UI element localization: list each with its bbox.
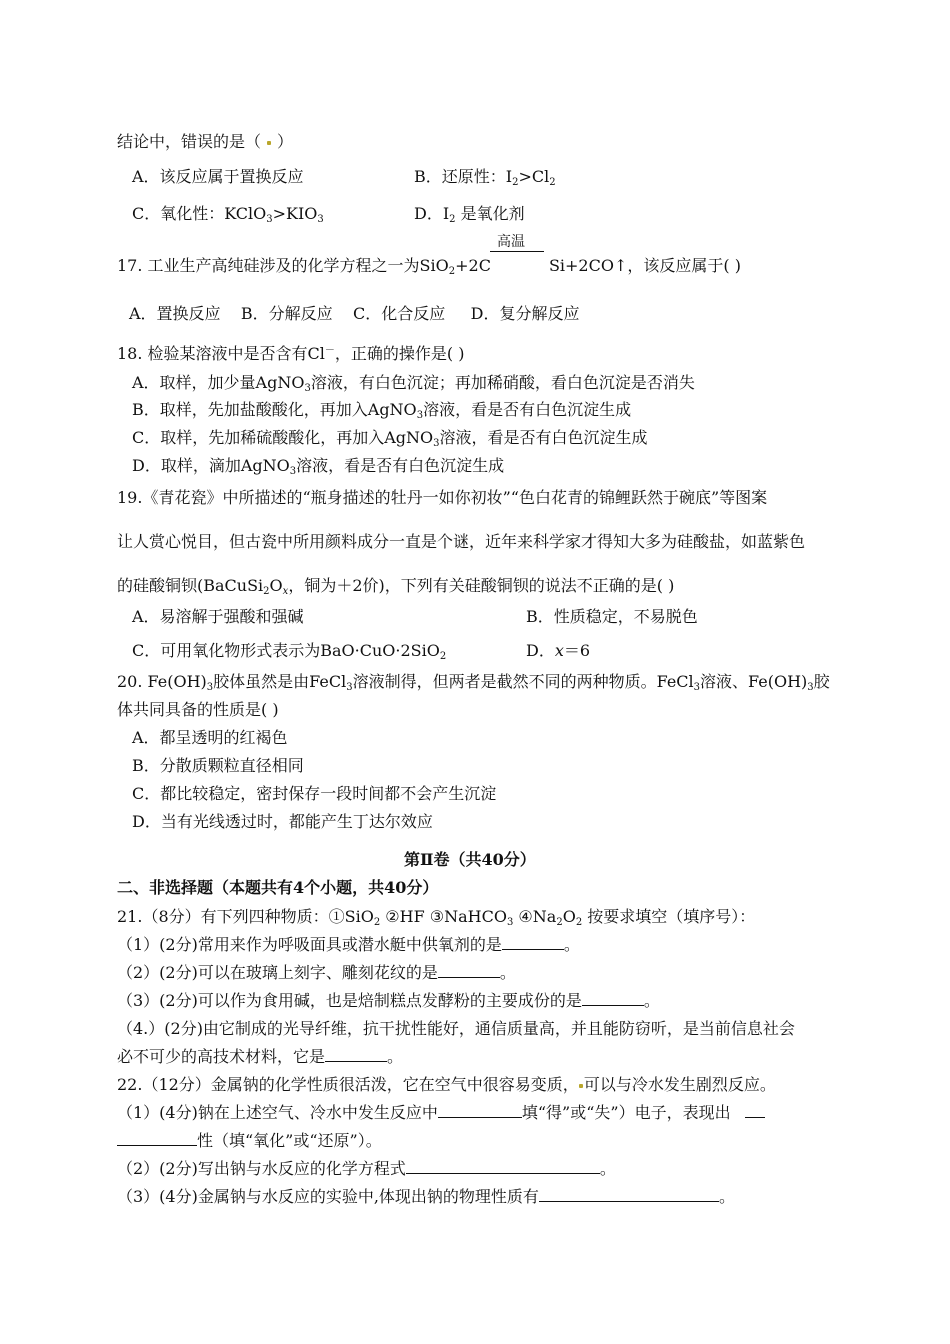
q16-option-d: D．$I_2$ 是氧化剂 [414, 204, 525, 225]
q19-line-2: 让人赏心悦目，但古瓷中所用颜料成分一直是个谜，近年来科学家才得知大多为硅酸盐，如蓝紫色 [117, 532, 806, 551]
q16-option-c: C．氧化性：$KClO_3>KIO_3$ [132, 204, 324, 225]
q19-option-d: D．x＝6 [526, 641, 591, 660]
q21-part-2: （2）(2分)可以在玻璃上刻字、雕刻花纹的是 。 [117, 963, 516, 982]
section-title: 第Ⅱ卷（共40分） [404, 850, 536, 869]
q20-line-2: 体共同具备的性质是( ) [117, 700, 279, 719]
q17-stem: 17. 工业生产高纯硅涉及的化学方程之一为SiO$_2$+2C Si+2CO↑，该反应属于( ) [117, 256, 741, 277]
q22-part-1: （1）(4分)钠在上述空气、冷水中发生反应中 填“得”或“失”）电子，表现出 [117, 1103, 765, 1123]
q18-stem: 18. 检验某溶液中是否含有Cl－，正确的操作是( ) [117, 344, 465, 363]
q20-option-c: C．都比较稳定，密封保存一段时间都不会产生沉淀 [132, 784, 497, 803]
mark-dot [579, 1084, 583, 1088]
q18-option-c: C．取样，先加稀硫酸酸化，再加入AgNO$_3$溶液，看是否有白色沉淀生成 [132, 428, 648, 449]
q21-part-4-line-2: 必不可少的高技术材料，它是 。 [117, 1047, 404, 1066]
section-heading: 二、非选择题（本题共有4个小题，共40分） [117, 878, 439, 897]
q19-line-3: 的硅酸铜钡($BaCuSi_2O_x$，铜为＋2价)，下列有关硅酸铜钡的说法不正确的是( ) [117, 576, 675, 597]
q16-stem: 结论中，错误的是（ ） [117, 132, 294, 151]
answer-blank[interactable] [582, 991, 644, 1006]
q21-stem: 21.（8分）有下列四种物质：①SiO$_2$ ②HF ③NaHCO$_3$ $④Na_2O_2$ 按要求填空（填序号）： [117, 907, 756, 928]
q17-options: A．置换反应 B．分解反应 C．化合反应 D．复分解反应 [129, 304, 580, 323]
q19-option-c: C．可用氧化物形式表示为BaO·CuO·2SiO$_2$ [132, 641, 447, 662]
q21-part-4-line-1: （4.）(2分)由它制成的光导纤维，抗干扰性能好，通信质量高，并且能防窃听，是当前信息社会 [117, 1019, 795, 1038]
q22-stem: 22.（12分）金属钠的化学性质很活泼，它在空气中很容易变质， 可以与冷水发生剧烈反应。 [117, 1075, 776, 1094]
answer-blank[interactable] [325, 1047, 387, 1062]
q17-arrow-line [490, 251, 544, 252]
q19-option-b: B．性质稳定，不易脱色 [526, 607, 698, 626]
q16-option-a: A．该反应属于置换反应 [132, 167, 304, 186]
q19-option-a: A．易溶解于强酸和强碱 [132, 607, 304, 626]
answer-blank[interactable] [406, 1159, 600, 1174]
q20-option-a: A．都呈透明的红褐色 [132, 728, 288, 747]
q19-line-1: 19.《青花瓷》中所描述的“瓶身描述的牡丹一如你初妆”“色白花青的锦鲤跃然于碗底”等图案 [117, 488, 768, 507]
q22-part-1-cont: 性（填“氧化”或“还原”）。 [117, 1131, 382, 1151]
q21-part-1: （1）(2分)常用来作为呼吸面具或潜水艇中供氧剂的是 。 [117, 935, 580, 954]
q16-option-b: B．还原性：$I_2>Cl_2$ [414, 167, 556, 188]
q20-option-b: B．分散质颗粒直径相同 [132, 756, 304, 775]
q17-condition: 高温 [497, 234, 525, 250]
q22-part-3: （3）(4分)金属钠与水反应的实验中,体现出钠的物理性质有 。 [117, 1187, 735, 1206]
q22-part-2: （2）(2分)写出钠与水反应的化学方程式 。 [117, 1159, 616, 1178]
q18-option-d: D．取样，滴加AgNO$_3$溶液，看是否有白色沉淀生成 [132, 456, 505, 477]
answer-blank[interactable] [117, 1131, 197, 1146]
mark-dot [267, 141, 271, 145]
answer-blank[interactable] [539, 1187, 719, 1202]
q18-option-a: A．取样，加少量AgNO$_3$溶液，有白色沉淀；再加稀硝酸，看白色沉淀是否消失 [132, 373, 695, 394]
q20-line-1: 20. $Fe(OH)_3$胶体虽然是由FeCl$_3$溶液制得，但两者是截然不同的两种物质。FeCl$_3$溶液、$Fe(OH)_3$胶 [117, 672, 830, 693]
answer-blank[interactable] [745, 1103, 765, 1118]
q20-option-d: D．当有光线透过时，都能产生丁达尔效应 [132, 812, 433, 831]
q21-part-3: （3）(2分)可以作为食用碱，也是焙制糕点发酵粉的主要成份的是 。 [117, 991, 660, 1010]
answer-blank[interactable] [502, 935, 564, 950]
q18-option-b: B．取样，先加盐酸酸化，再加入AgNO$_3$溶液，看是否有白色沉淀生成 [132, 400, 632, 421]
answer-blank[interactable] [438, 1103, 522, 1118]
answer-blank[interactable] [438, 963, 500, 978]
